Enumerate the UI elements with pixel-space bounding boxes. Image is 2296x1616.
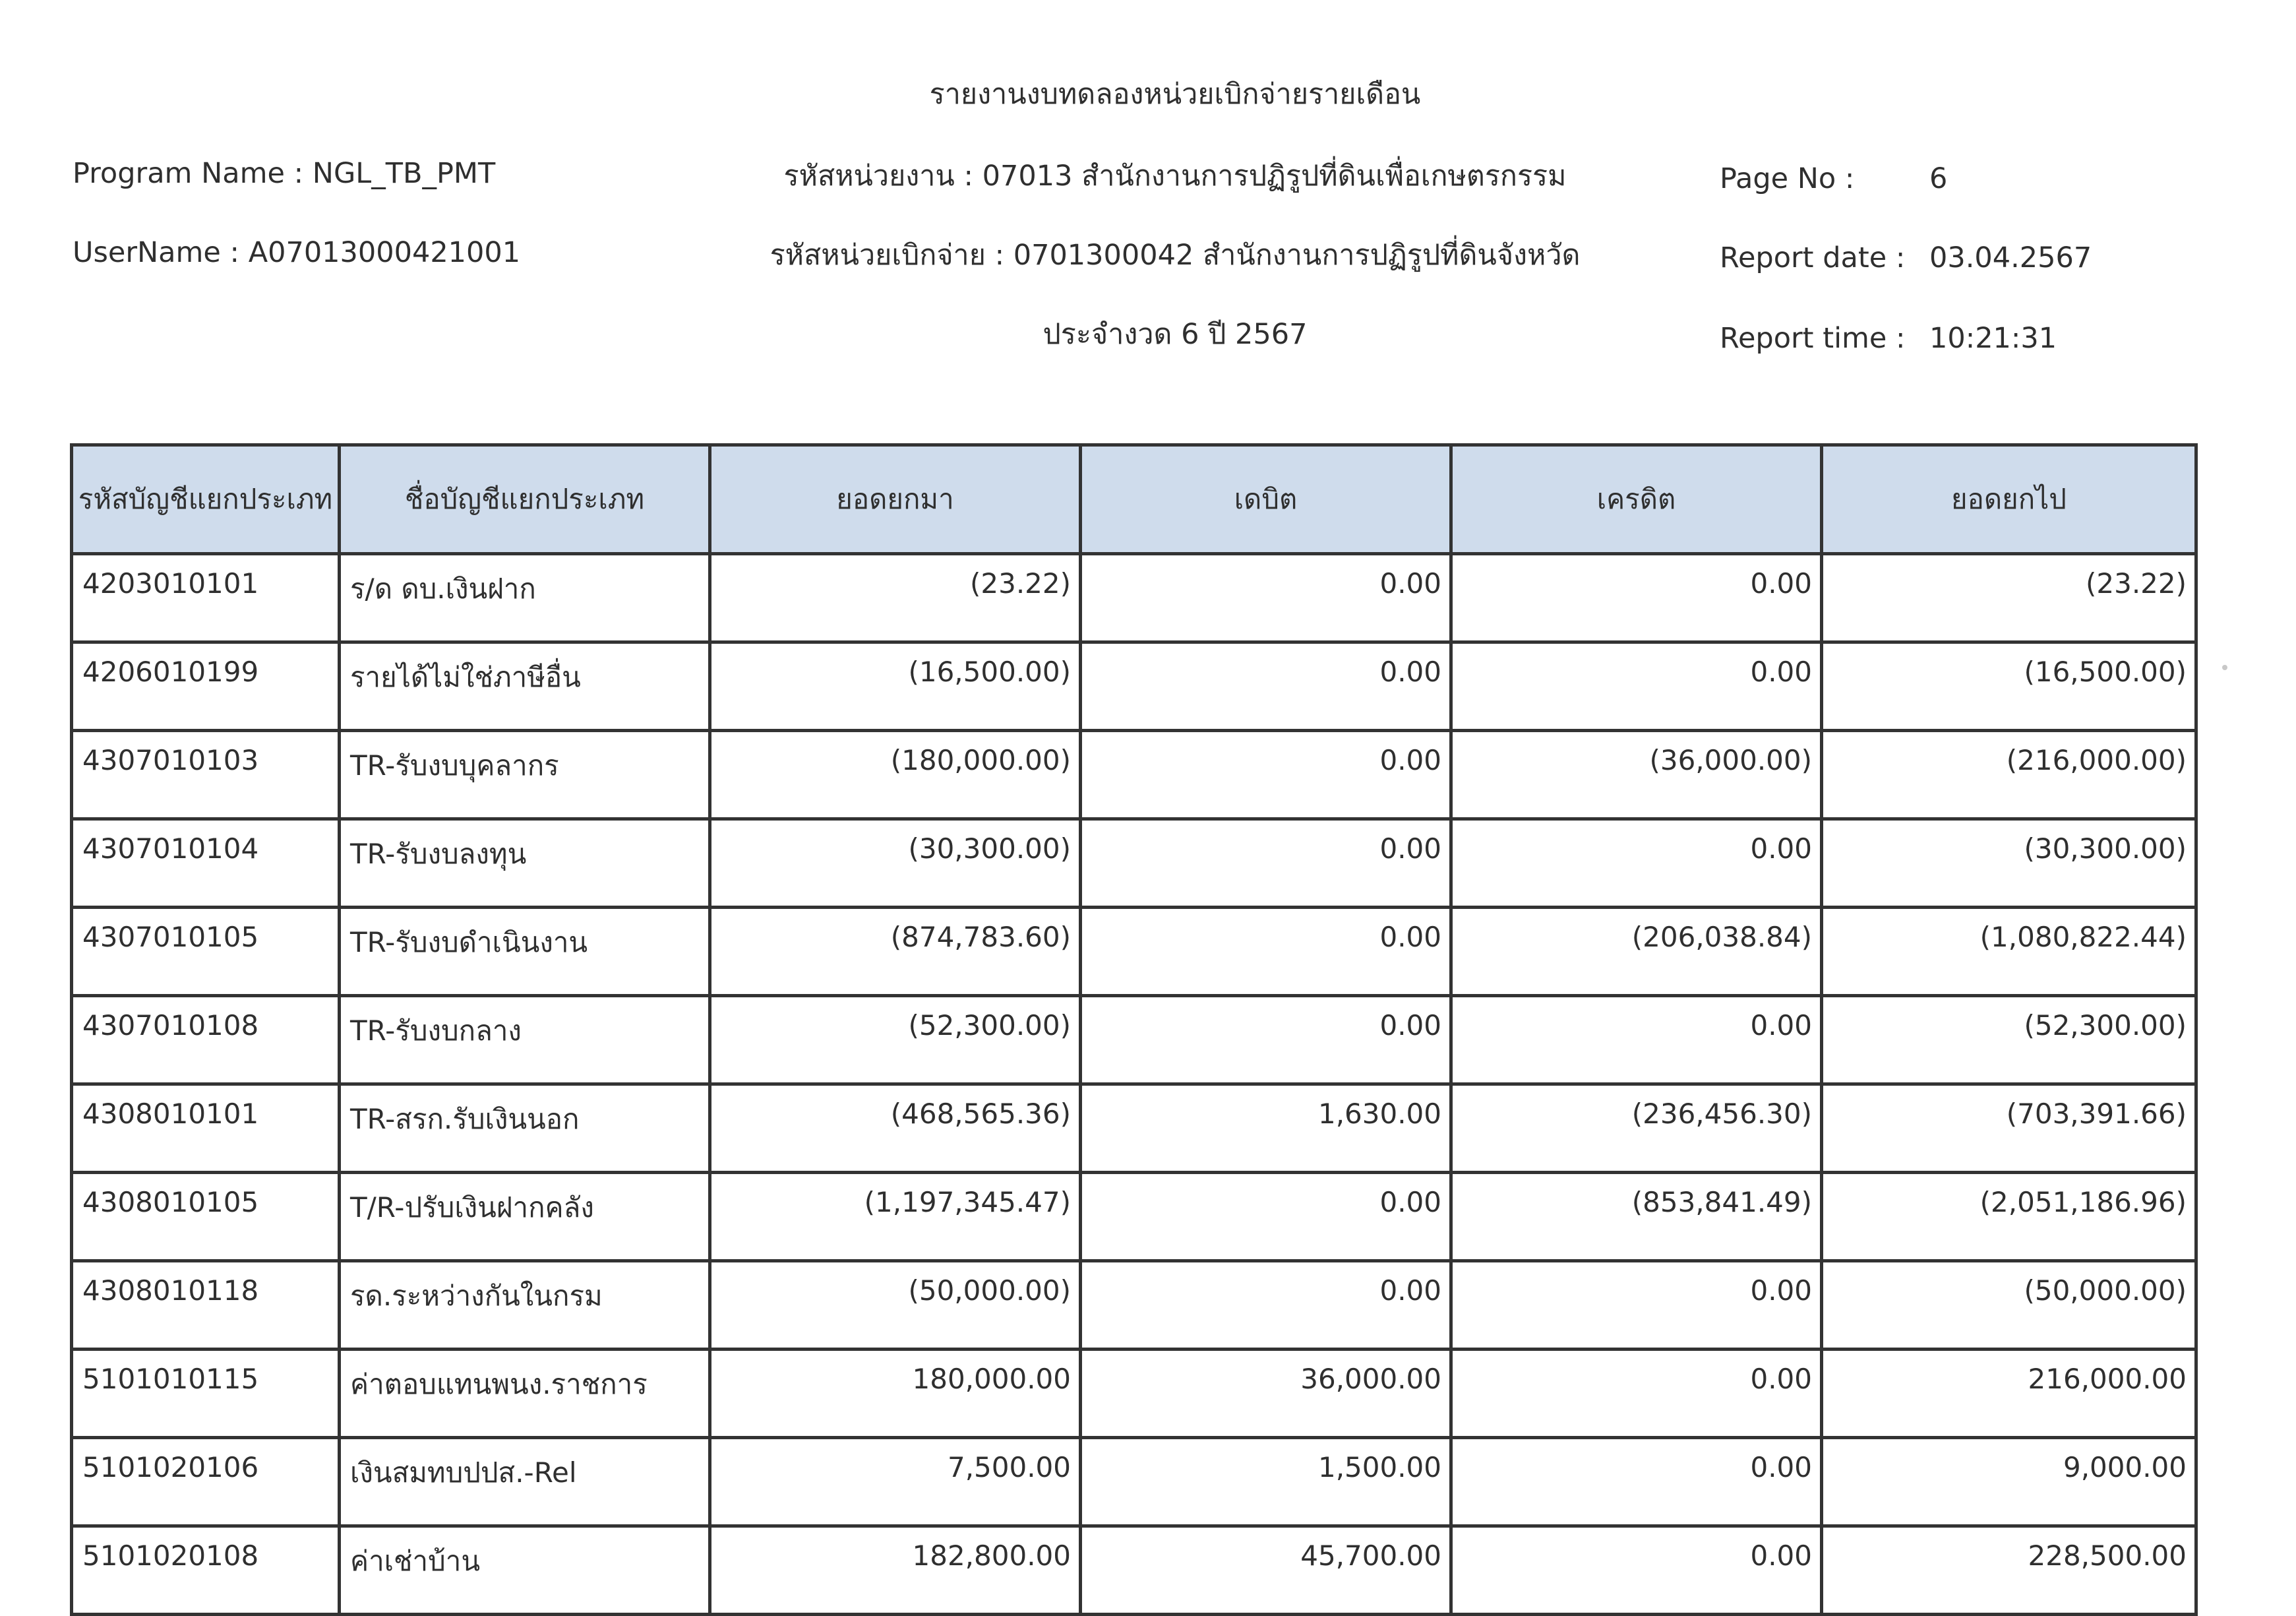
account-name: TR-รับงบดำเนินงาน [340,908,710,996]
account-code: 4307010104 [72,819,340,908]
account-code: 4307010103 [72,731,340,819]
report-time-label: Report time : [1720,322,1906,355]
table-row [72,642,2196,731]
account-name: เงินสมทบปปส.-Rel [340,1438,710,1526]
account-code: 4206010199 [72,642,340,731]
brought-forward: (16,500.00) [710,642,1081,731]
debit: 1,500.00 [1081,1438,1451,1526]
carried-forward: (30,300.00) [1822,819,2196,908]
carried-forward: (703,391.66) [1822,1084,2196,1173]
credit: 0.00 [1451,1438,1822,1526]
table-row [72,908,2196,996]
table-row [72,1350,2196,1438]
carried-forward: (50,000.00) [1822,1261,2196,1350]
report-date-label: Report date : [1720,241,1906,274]
credit: 0.00 [1451,554,1822,642]
credit: 0.00 [1451,819,1822,908]
col-header-debit: เดบิต [1081,445,1451,554]
brought-forward: (30,300.00) [710,819,1081,908]
agency-line: รหัสหน่วยงาน : 07013 สำนักงานการปฏิรูปที่ดินเพื่อเกษตรกรรม [783,160,1567,193]
credit: (236,456.30) [1451,1084,1822,1173]
carried-forward: (216,000.00) [1822,731,2196,819]
debit: 0.00 [1081,642,1451,731]
credit: 0.00 [1451,642,1822,731]
user-name: UserName : A07013000421001 [73,236,521,269]
credit: 0.00 [1451,1350,1822,1438]
debit: 0.00 [1081,554,1451,642]
trial-balance-table [70,443,2198,1616]
credit: (36,000.00) [1451,731,1822,819]
brought-forward: (874,783.60) [710,908,1081,996]
credit: 0.00 [1451,996,1822,1084]
brought-forward: (468,565.36) [710,1084,1081,1173]
debit: 0.00 [1081,1173,1451,1261]
account-code: 4203010101 [72,554,340,642]
brought-forward: (1,197,345.47) [710,1173,1081,1261]
carried-forward: (2,051,186.96) [1822,1173,2196,1261]
account-name: ค่าเช่าบ้าน [340,1526,710,1615]
table-row [72,1438,2196,1526]
table-header-row [72,445,2196,554]
program-name: Program Name : NGL_TB_PMT [73,157,496,190]
account-code: 4308010105 [72,1173,340,1261]
table-row [72,1173,2196,1261]
debit: 0.00 [1081,1261,1451,1350]
scan-speck [2222,665,2227,670]
account-code: 4308010101 [72,1084,340,1173]
account-name: TR-รับงบบุคลากร [340,731,710,819]
account-name: TR-รับงบลงทุน [340,819,710,908]
brought-forward: 180,000.00 [710,1350,1081,1438]
page-no-label: Page No : [1720,162,1855,195]
brought-forward: 182,800.00 [710,1526,1081,1615]
report-title: รายงานงบทดลองหน่วยเบิกจ่ายรายเดือน [929,78,1421,111]
col-header-account-name: ชื่อบัญชีแยกประเภท [340,445,710,554]
brought-forward: (52,300.00) [710,996,1081,1084]
carried-forward: (52,300.00) [1822,996,2196,1084]
table-row [72,819,2196,908]
debit: 0.00 [1081,819,1451,908]
table-row [72,1084,2196,1173]
brought-forward: 7,500.00 [710,1438,1081,1526]
account-name: TR-รับงบกลาง [340,996,710,1084]
carried-forward: (23.22) [1822,554,2196,642]
table-row [72,996,2196,1084]
carried-forward: (16,500.00) [1822,642,2196,731]
credit: 0.00 [1451,1526,1822,1615]
account-name: ค่าตอบแทนพนง.ราชการ [340,1350,710,1438]
debit: 36,000.00 [1081,1350,1451,1438]
table-row [72,1526,2196,1615]
account-name: รด.ระหว่างกันในกรม [340,1261,710,1350]
col-header-brought-forward: ยอดยกมา [710,445,1081,554]
report-date-value: 03.04.2567 [1929,241,2092,274]
account-name: T/R-ปรับเงินฝากคลัง [340,1173,710,1261]
account-code: 4307010105 [72,908,340,996]
account-code: 5101020106 [72,1438,340,1526]
table-row [72,554,2196,642]
debit: 45,700.00 [1081,1526,1451,1615]
carried-forward: 216,000.00 [1822,1350,2196,1438]
account-name: รายได้ไม่ใช่ภาษีอื่น [340,642,710,731]
table-row [72,1261,2196,1350]
brought-forward: (180,000.00) [710,731,1081,819]
account-code: 5101020108 [72,1526,340,1615]
credit: 0.00 [1451,1261,1822,1350]
credit: (853,841.49) [1451,1173,1822,1261]
debit: 0.00 [1081,908,1451,996]
account-code: 5101010115 [72,1350,340,1438]
carried-forward: (1,080,822.44) [1822,908,2196,996]
credit: (206,038.84) [1451,908,1822,996]
debit: 1,630.00 [1081,1084,1451,1173]
brought-forward: (23.22) [710,554,1081,642]
table-row [72,731,2196,819]
account-name: TR-สรก.รับเงินนอก [340,1084,710,1173]
account-code: 4308010118 [72,1261,340,1350]
col-header-carried-forward: ยอดยกไป [1822,445,2196,554]
brought-forward: (50,000.00) [710,1261,1081,1350]
debit: 0.00 [1081,731,1451,819]
carried-forward: 228,500.00 [1822,1526,2196,1615]
debit: 0.00 [1081,996,1451,1084]
period-line: ประจำงวด 6 ปี 2567 [1042,318,1308,351]
carried-forward: 9,000.00 [1822,1438,2196,1526]
col-header-credit: เครดิต [1451,445,1822,554]
col-header-account-code: รหัสบัญชีแยกประเภท [72,445,340,554]
report-time-value: 10:21:31 [1929,322,2057,355]
page-no-value: 6 [1929,162,1948,195]
disbursing-unit-line: รหัสหน่วยเบิกจ่าย : 0701300042 สำนักงานการปฏิรูปที่ดินจังหวัด [770,239,1581,272]
account-code: 4307010108 [72,996,340,1084]
account-name: ร/ด ดบ.เงินฝาก [340,554,710,642]
